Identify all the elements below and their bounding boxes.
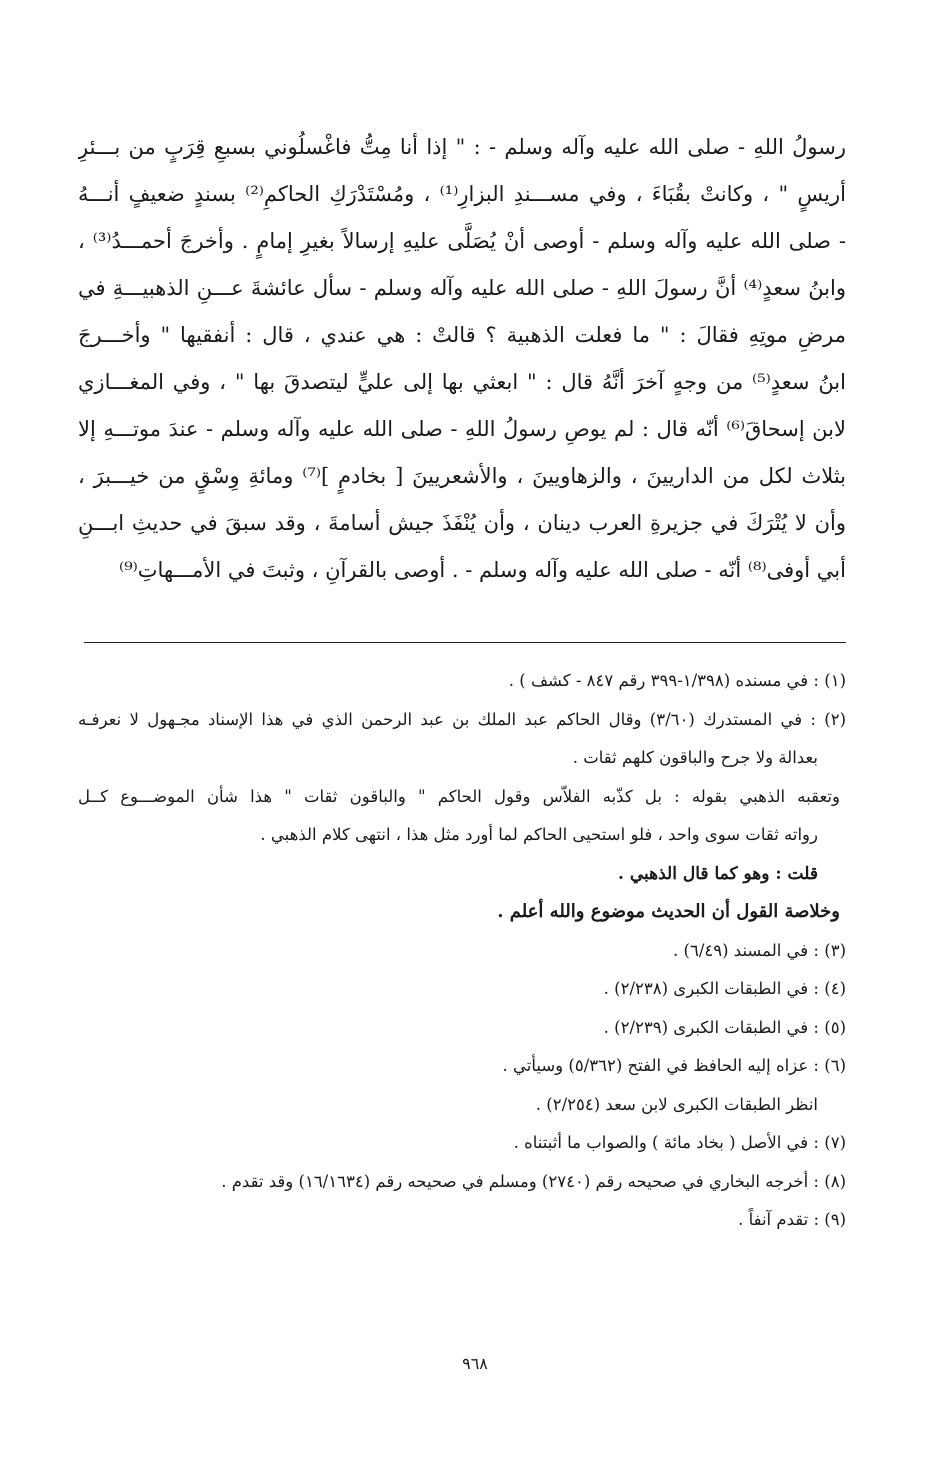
text-line: لابن إسحاقَ⁽⁶⁾ أنّه قال : لم يوصِ رسولُ اللهِ - صلى الله عليه وآله وسلم - عندَ موتـــهِ إلا [78, 417, 846, 441]
footnote-2-conclusion: وخلاصة القول أن الحديث موضوع والله أعلم . [497, 901, 840, 922]
main-text [78, 124, 846, 594]
text-line: وابنُ سعدٍ⁽⁴⁾ أنَّ رسولَ اللهِ - صلى الله عليه وآله وسلم - سأل عائشةَ عـــنِ الذهبيـــةِ في [78, 276, 846, 300]
footnote-1: (١) : في مسنده (١/٣٩٨-٣٩٩ رقم ٨٤٧ - كشف ) . [508, 671, 846, 690]
footnote-4: (٤) : في الطبقات الكبرى (٢/٢٣٨) . [603, 979, 846, 998]
footnote-2-continued: بعدالة ولا جرح والباقون كلهم ثقات . [572, 748, 818, 767]
footnote-2-comment: وتعقبه الذهبي بقوله : بل كذّبه الفلاّس وقول الحاكم " والباقون ثقات " هذا شأن الموضـــوع كــل [78, 786, 840, 806]
text-line: ابنُ سعدٍ⁽⁵⁾ من وجهٍ آخرَ أنَّهُ قال : " ابعثي بها إلى عليٍّ ليتصدقَ بها " ، وفي المغـــازي [78, 370, 846, 394]
text-line: - صلى الله عليه وآله وسلم - أوصى أنْ يُصَلَّى عليهِ إرسالاً بغيرِ إمامٍ . وأخرجَ أحمـــدُ⁽³⁾ ، [78, 229, 846, 253]
footnote-3: (٣) : في المسند (٦/٤٩) . [673, 940, 846, 960]
footnote-5: (٥) : في الطبقات الكبرى (٢/٢٣٩) . [603, 1017, 846, 1037]
text-line: أريسٍ " ، وكانتْ بقُبَاءَ ، وفي مســـندِ البزارِ⁽¹⁾ ، ومُسْتَدْرَكِ الحاكمِ⁽²⁾ بسندٍ ضعيفٍ أنـــهُ [78, 182, 846, 206]
footnote-6-continued: انظر الطبقات الكبرى لابن سعد (٢/٢٥٤) . [535, 1094, 818, 1114]
footnote-2-comment-continued: رواته ثقات سوى واحد ، فلو استحيى الحاكم لما أورد مثل هذا ، انتهى كلام الذهبي . [260, 825, 818, 844]
footnotes [78, 662, 846, 1240]
text-line: أبي أوفى⁽⁸⁾ أنّه - صلى الله عليه وآله وسلم - . أوصى بالقرآنِ ، وثبتَ في الأمـــهاتِ⁽⁹⁾ [119, 558, 846, 582]
footnote-divider [84, 642, 846, 643]
text-line: وأن لا يُتْرَكَ في جزيرةِ العرب دينان ، وأن يُنْفَذَ جيش أسامةَ ، وقد سبقَ في حديثِ ابـــنِ [78, 511, 846, 535]
footnote-2-author-note: قلت : وهو كما قال الذهبي . [618, 863, 818, 884]
footnote-2: (٢) : في المستدرك (٣/٦٠) وقال الحاكم عبد الملك بن عبد الرحمن الذي في هذا الإسناد مجـهول لا نعرفـه [78, 709, 846, 729]
footnote-6: (٦) : عزاه إليه الحافظ في الفتح (٥/٣٦٢) وسيأتي . [502, 1056, 846, 1075]
footnote-8: (٨) : أخرجه البخاري في صحيحه رقم (٢٧٤٠) ومسلم في صحيحه رقم (١٦/١٦٣٤) وقد تقدم . [221, 1171, 846, 1191]
text-line: مرضِ موتِهِ فقالَ : " ما فعلت الذهبية ؟ قالتْ : هي عندي ، قال : أنفقيها " وأخـــرجَ [78, 323, 846, 347]
text-line: بثلاث لكل من الداريينَ ، والزهاويينَ ، والأشعريينَ [ بخادمٍ ]⁽⁷⁾ ومائةِ وِسْقٍ من خيـــبرَ ، [78, 464, 846, 488]
page-number: ٩٦٨ [462, 1354, 488, 1373]
footnote-7: (٧) : في الأصل ( بخاد مائة ) والصواب ما أثبتناه . [513, 1133, 846, 1152]
footnote-9: (٩) : تقدم آنفاً . [738, 1210, 846, 1229]
text-line: رسولُ اللهِ - صلى الله عليه وآله وسلم - : " إذا أنا مِتُّ فاغْسلُوني بسبعِ قِرَبٍ من بـــئرِ [78, 135, 846, 159]
